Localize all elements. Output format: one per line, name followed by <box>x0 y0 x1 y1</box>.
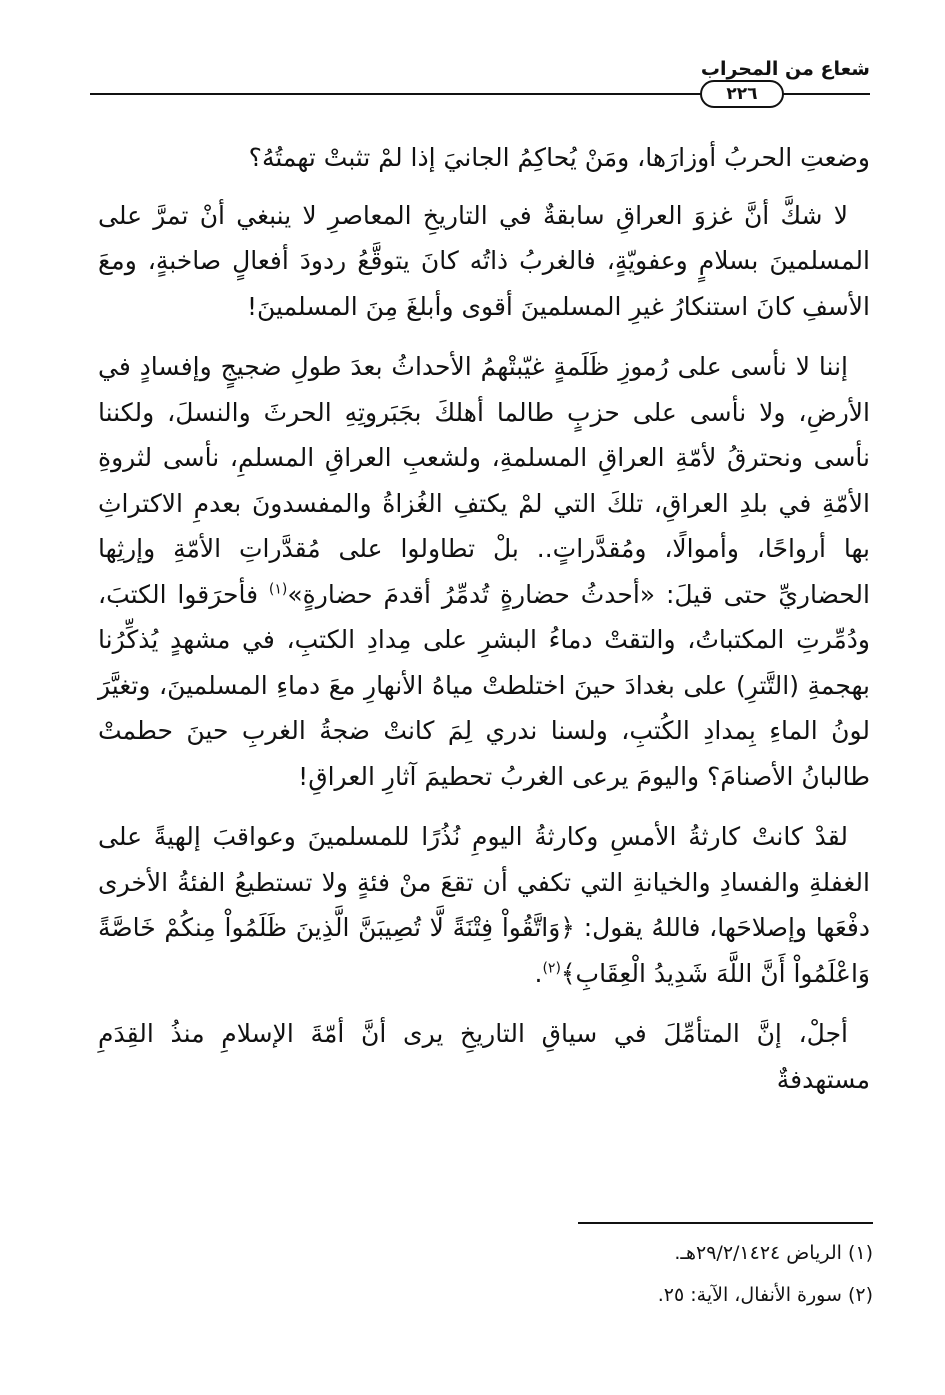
footnote-2: (٢) سورة الأنفال، الآية: ٢٥. <box>657 1284 873 1306</box>
paragraph-2: لا شكَّ أنَّ غزوَ العراقِ سابقةٌ في التاريخِ المعاصرِ لا ينبغي أنْ تمرَّ على المسلمينَ بسلامٍ وعفويّةٍ، فالغربُ ذاتُه كانَ يتوقَّعُ ردودَ أفعالٍ صاخبةٍ، ومعَ الأسفِ كانَ استنكارُ غيرِ المسلمينَ أقوى وأبلغَ مِنَ المسلمينَ! <box>98 200 870 321</box>
paragraph-4: لقدْ كانتْ كارثةُ الأمسِ وكارثةُ اليومِ نُذُرًا للمسلمينَ وعواقبَ إلهيةً على الغفلةِ والفسادِ والخيانةِ التي تكفي أن تقعَ منْ فئةٍ ولا تستطيعُ الفئةُ الأخرى دفْعَها وإصلاحَها، فاللهُ يقول: ﴿وَاتَّقُواْ فِتْنَةً لَّا تُصِيبَنَّ الَّذِينَ ظَلَمُواْ مِنكُمْ خَاصَّةً وَاعْلَمُواْ أَنَّ اللَّهَ شَدِيدُ الْعِقَابِ﴾$^{(٢)}$. <box>98 822 870 988</box>
main-text <box>98 135 870 1117</box>
footnote-ref-2[interactable]: (٢) <box>542 960 561 977</box>
running-header-title: شعاع من المحراب <box>700 58 870 80</box>
footnotes <box>73 1238 873 1322</box>
paragraph-3: إننا لا نأسى على رُموزِ ظَلَمةٍ غيّبتْهمُ الأحداثُ بعدَ طولِ ضجيجٍ وإفسادٍ في الأرضِ، ولا نأسى على حزبٍ طالما أهلكَ بجَبَروتِهِ الحرثَ والنسلَ، ولكننا نأسى ونحترقُ لأمّةِ العراقِ المسلمةِ، ولشعبِ العراقِ المسلمِ، نأسى لثروةِ الأمّةِ في بلدِ العراقِ، تلكَ التي لمْ يكتفِ الغُزاةُ والمفسدونَ بعدمِ الاكتراثِ بها أرواحًا، وأموالًا، ومُقدَّراتٍ.. بلْ تطاولوا على مُقدَّراتِ الأمّةِ وإرثِها الحضاريِّ حتى قيلَ: «أحدثُ حضارةٍ تُدمِّرُ أقدمَ حضارةٍ»$^{(١)}$ فأحرَقوا الكتبَ، ودُمِّرتِ المكتباتُ، والتقتْ دماءُ البشرِ على مِدادِ الكتبِ، في مشهدٍ يُذكِّرُنا بهجمةِ (التَّترِ) على بغدادَ حينَ اختلطتْ مياهُ الأنهارِ معَ دماءِ المسلمينَ، وتغيَّرَ لونُ الماءِ بِمدادِ الكُتبِ، ولسنا ندري لِمَ كانتْ ضجةُ الغربِ حينَ حطمتْ طالبانُ الأصنامَ؟ واليومَ يرعى الغربُ تحطيمَ آثارِ العراقِ! <box>98 352 870 791</box>
footnote-1: (١) الرياض ٢٩/٢/١٤٢٤هـ. <box>674 1242 873 1264</box>
footnote-ref-1[interactable]: (١) <box>268 581 288 598</box>
quran-verse: ﴿وَاتَّقُواْ فِتْنَةً لَّا تُصِيبَنَّ الَّذِينَ ظَلَمُواْ مِنكُمْ خَاصَّةً وَاعْلَمُواْ أَنَّ اللَّهَ شَدِيدُ الْعِقَابِ﴾ <box>98 913 870 988</box>
page-number-badge: ٢٢٦ <box>700 80 784 108</box>
paragraph-1: وضعتِ الحربُ أوزارَها، ومَنْ يُحاكِمُ الجانيَ إذا لمْ تثبتْ تهمتُهُ؟ <box>248 143 870 172</box>
footnote-separator <box>578 1222 873 1224</box>
paragraph-5: أجلْ، إنَّ المتأمِّلَ في سياقِ التاريخِ يرى أنَّ أمّةَ الإسلامِ منذُ القِدَمِ مستهدفةٌ <box>98 1019 870 1094</box>
